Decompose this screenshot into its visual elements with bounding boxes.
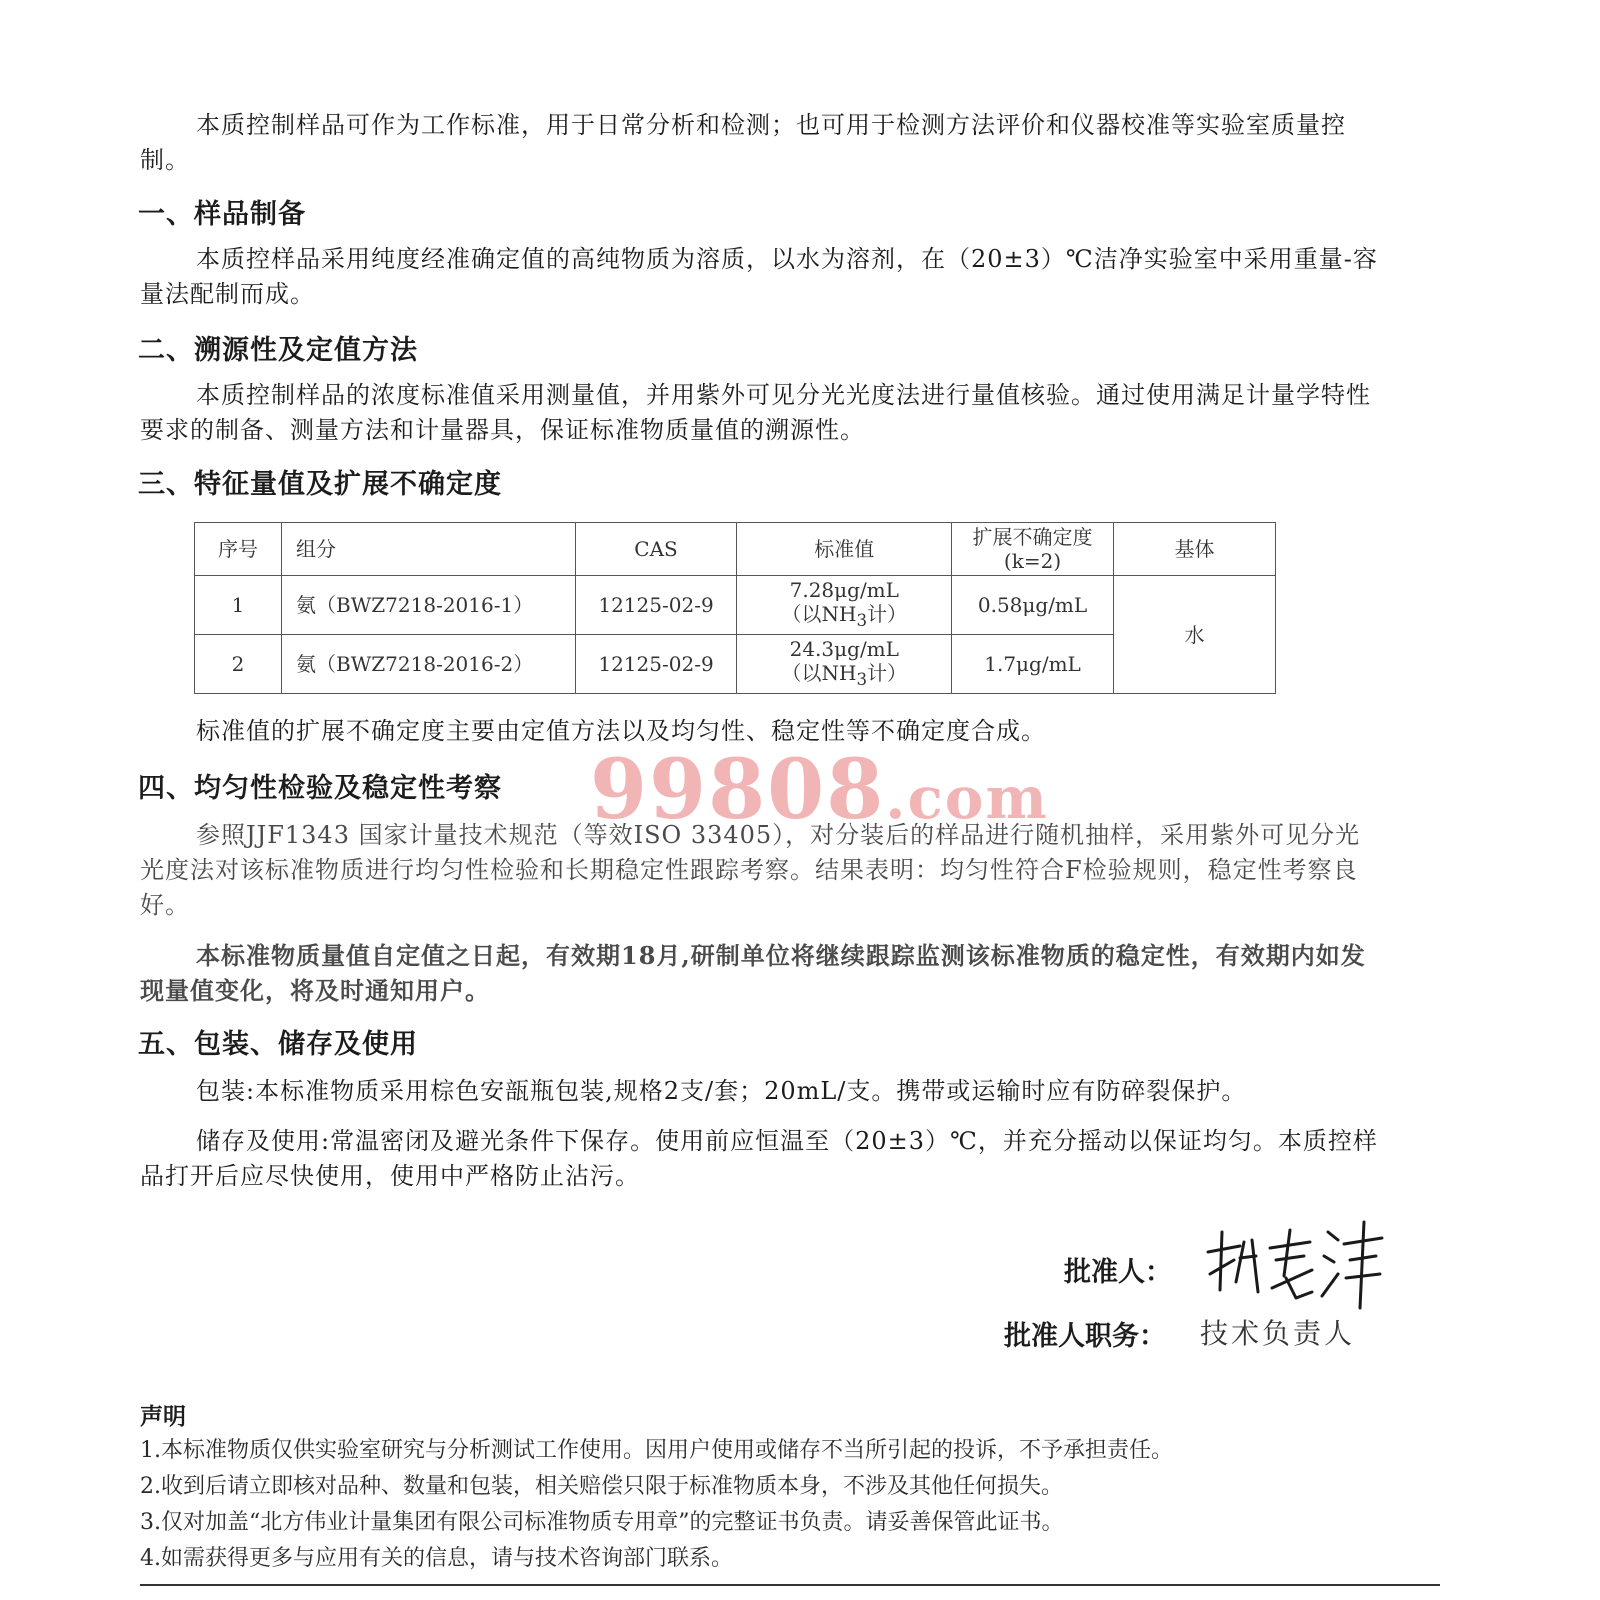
row-value-basis: （以$NH_3$计）: [781, 601, 908, 630]
approver-title-label: 批准人职务：: [1004, 1321, 1166, 1352]
row-cas: 12125-02-9: [575, 576, 737, 635]
approver-title-value: 技术负责人: [1200, 1317, 1356, 1350]
header-uncertainty-k: (k=2): [1003, 549, 1062, 573]
intro-paragraph: 本质控制样品可作为工作标准，用于日常分析和检测；也可用于检测方法评价和仪器校准等实验室质量控制。: [140, 111, 1346, 174]
row-value: [737, 635, 952, 694]
declaration-item-4: 4.如需获得更多与应用有关的信息，请与技术咨询部门联系。: [140, 1546, 733, 1571]
section-4-paragraph-2: 本标准物质量值自定值之日起，有效期18月,研制单位将继续跟踪监测该标准物质的稳定性，有效期内如发现量值变化，将及时通知用户。: [140, 941, 1366, 1005]
section-2-heading: 二、溯源性及定值方法: [138, 335, 418, 366]
watermark-main: 99808: [590, 742, 886, 838]
row-matrix: 水: [1114, 576, 1276, 694]
signature-image: [1200, 1212, 1390, 1312]
header-uncertainty: [952, 523, 1114, 576]
section-5-heading: 五、包装、储存及使用: [138, 1029, 418, 1060]
row-uncertainty: 0.58μg/mL: [952, 576, 1114, 635]
section-4-heading: 四、均匀性检验及稳定性考察: [138, 773, 502, 804]
declaration-item-1: 1.本标准物质仅供实验室研究与分析测试工作使用。因用户使用或储存不当所引起的投诉，不予承担责任。: [140, 1438, 1173, 1463]
row-index: 2: [195, 635, 282, 694]
table-header-row: [195, 523, 1276, 576]
row-value-number: 24.3μg/mL: [789, 636, 899, 661]
row-component: 氨（BWZ7218-2016-1）: [282, 576, 576, 635]
header-cas: CAS: [575, 523, 737, 576]
section-2-paragraph: 本质控制样品的浓度标准值采用测量值，并用紫外可见分光光度法进行量值核验。通过使用满足计量学特性要求的制备、测量方法和计量器具，保证标准物质量值的溯源性。: [140, 381, 1371, 444]
declaration-title: 声明: [140, 1404, 186, 1430]
row-index: 1: [195, 576, 282, 635]
declaration-item-3: 3.仅对加盖“北方伟业计量集团有限公司标准物质专用章”的完整证书负责。请妥善保管此证书。: [140, 1510, 1064, 1535]
bottom-divider: [140, 1584, 1440, 1586]
approver-label: 批准人：: [1064, 1257, 1172, 1288]
row-component: 氨（BWZ7218-2016-2）: [282, 635, 576, 694]
section-4-paragraph-1: 参照JJF1343 国家计量技术规范（等效ISO 33405），对分装后的样品进行随机抽样，采用紫外可见分光光度法对该标准物质进行均匀性检验和长期稳定性跟踪考察。结果表明：均匀性符合F检验规则，稳定性考察良好。: [140, 821, 1361, 919]
header-uncertainty-label: 扩展不确定度: [972, 525, 1093, 549]
declaration-item-2: 2.收到后请立即核对品种、数量和包装，相关赔偿只限于标准物质本身，不涉及其他任何损失。: [140, 1474, 1063, 1499]
row-cas: 12125-02-9: [575, 635, 737, 694]
row-value-number: 7.28μg/mL: [789, 577, 899, 602]
header-component: 组分: [282, 523, 576, 576]
header-index: 序号: [195, 523, 282, 576]
header-value: 标准值: [737, 523, 952, 576]
section-1-paragraph: 本质控样品采用纯度经准确定值的高纯物质为溶质，以水为溶剂，在（20±3）℃洁净实验室中采用重量-容量法配制而成。: [140, 245, 1378, 308]
section-5-paragraph-1: 包装:本标准物质采用棕色安瓿瓶包装,规格2支/套；20mL/支。携带或运输时应有防碎裂保护。: [196, 1077, 1247, 1105]
row-uncertainty: 1.7μg/mL: [952, 635, 1114, 694]
table-row: [195, 576, 1276, 635]
header-matrix: 基体: [1114, 523, 1276, 576]
section-1-heading: 一、样品制备: [138, 199, 306, 230]
values-table: [194, 522, 1276, 694]
watermark-suffix: .com: [885, 764, 1049, 832]
row-value: [737, 576, 952, 635]
table-row: [195, 635, 1276, 694]
section-5-paragraph-2: 储存及使用:常温密闭及避光条件下保存。使用前应恒温至（20±3）℃，并充分摇动以保证均匀。本质控样品打开后应尽快使用，使用中严格防止沾污。: [140, 1127, 1378, 1190]
section-3-note: 标准值的扩展不确定度主要由定值方法以及均匀性、稳定性等不确定度合成。: [196, 717, 1046, 745]
section-3-heading: 三、特征量值及扩展不确定度: [138, 469, 502, 500]
row-value-basis: （以$NH_3$计）: [781, 660, 908, 689]
